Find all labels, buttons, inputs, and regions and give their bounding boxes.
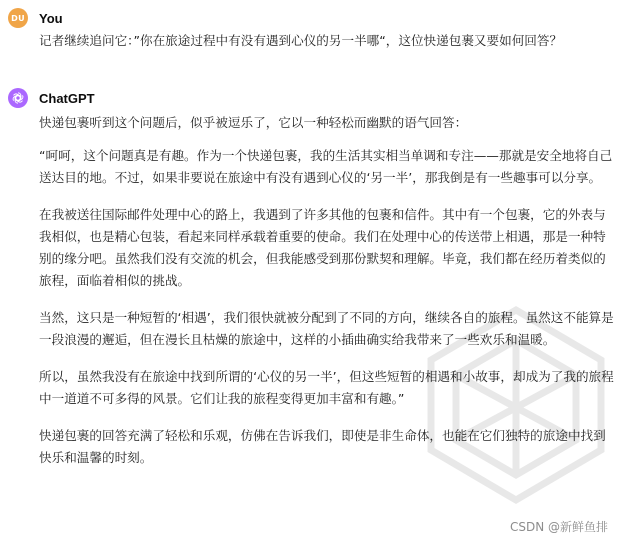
assistant-paragraph: 快递包裹听到这个问题后，似乎被逗乐了，它以一种轻松而幽默的语气回答：	[39, 115, 468, 130]
assistant-paragraph: 在我被送往国际邮件处理中心的路上，我遇到了许多其他的包裹和信件。其中有一个包裹，它的外表与我相似，也是精心包装，看起来同样承载着重要的使命。我们在处理中心的传送带上相遇，那是一种特别的缘分吧。虽然我们没有交流的机会，但我能感受到那份默契和理解。毕竟，我们都在经历着类似的旅程，面临着相似的挑战。	[39, 207, 606, 288]
assistant-message-body	[39, 112, 615, 469]
assistant-paragraph: 所以，虽然我没有在旅途中找到所谓的‘心仪的另一半’，但这些短暂的相遇和小故事，却成为了我的旅程中一道道不可多得的风景。它们让我的旅程变得更加丰富和有趣。”	[39, 369, 614, 406]
user-avatar-initials: DU	[11, 13, 25, 23]
user-message	[8, 8, 615, 52]
user-message-text: 记者继续追问它：”你在旅途过程中有没有遇到心仪的另一半哪“，这位快递包裹又要如何回答？	[39, 33, 563, 48]
user-avatar	[8, 8, 28, 28]
assistant-paragraph: 当然，这只是一种短暂的‘相遇’，我们很快就被分配到了不同的方向，继续各自的旅程。虽然这不能算是一段浪漫的邂逅，但在漫长且枯燥的旅途中，这样的小插曲确实给我带来了一些欢乐和温暖。	[39, 310, 614, 347]
assistant-paragraph: “呵呵，这个问题真是有趣。作为一个快递包裹，我的生活其实相当单调和专注——那就是安全地将自己送达目的地。不过，如果非要说在旅途中有没有遇到心仪的‘另一半’，那我倒是有一些趣事可以分享。	[39, 148, 613, 185]
assistant-message-header	[8, 88, 615, 108]
openai-logo-icon	[8, 88, 28, 108]
assistant-author-name: ChatGPT	[39, 90, 95, 106]
assistant-paragraph: 快递包裹的回答充满了轻松和乐观，仿佛在告诉我们，即使是非生命体，也能在它们独特的旅途中找到快乐和温馨的时刻。	[39, 428, 606, 465]
user-author-name: You	[39, 10, 63, 26]
user-message-header	[8, 8, 615, 28]
csdn-watermark: CSDN @新鲜鱼排	[509, 520, 608, 534]
assistant-message	[8, 88, 615, 469]
